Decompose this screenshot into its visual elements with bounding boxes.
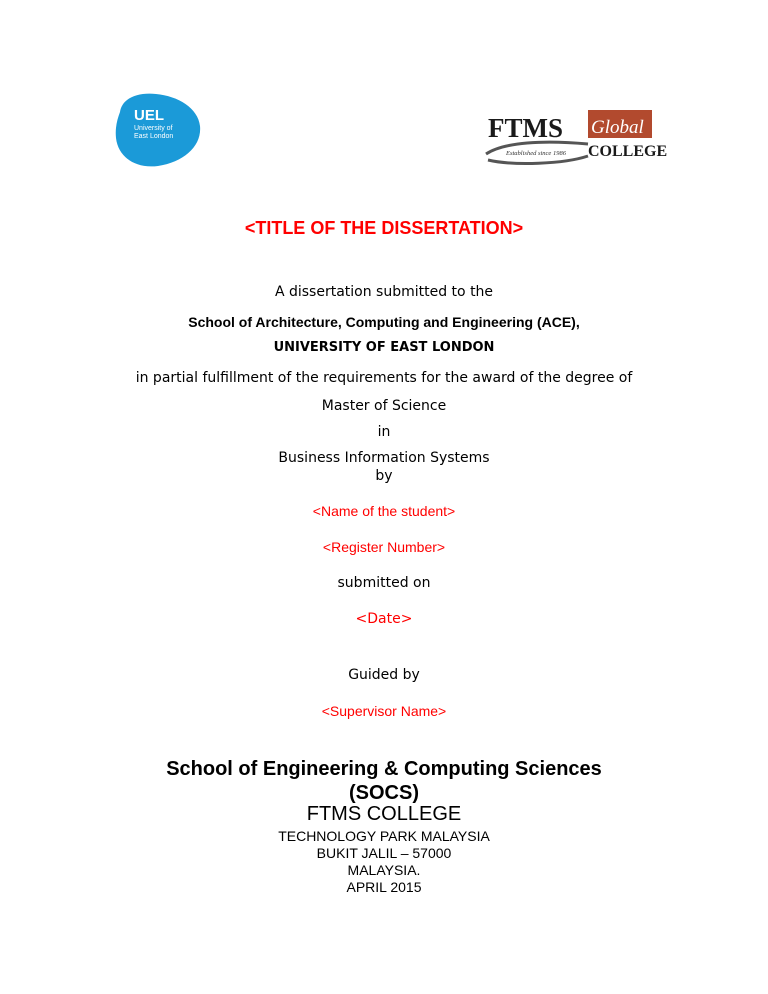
degree-name: Master of Science [321,398,447,414]
ftms-logo-established: Established since 1986 [506,150,566,157]
ftms-logo-college: COLLEGE [588,143,668,160]
ftms-logo-global: Global [591,117,644,138]
ftms-logo [484,110,668,166]
school-name: School of Architecture, Computing and Engineering (ACE), [188,314,580,330]
submitted-on-text: submitted on [337,575,431,591]
footer-college-name: FTMS COLLEGE [306,803,462,825]
footer-school-name: School of Engineering & Computing Sciences [166,758,602,780]
uel-logo-shape [112,90,204,172]
intro-text: A dissertation submitted to the [274,284,494,300]
date-placeholder: <Date> [355,611,413,627]
guided-by-text: Guided by [348,667,420,683]
footer-date: APRIL 2015 [346,879,422,895]
uel-logo-subtext-2: East London [134,133,174,140]
ftms-logo-main: FTMS [488,113,564,143]
uel-logo-text: UEL [134,107,164,124]
partial-fulfillment-text: in partial fulfillment of the requirements for the award of the degree of [135,370,633,386]
dissertation-title: <TITLE OF THE DISSERTATION> [244,218,524,238]
footer-school-abbrev: (SOCS) [349,782,419,804]
uel-logo [112,90,204,172]
footer-address-line-2: BUKIT JALIL – 57000 [316,845,452,861]
footer-address-line-1: TECHNOLOGY PARK MALAYSIA [278,828,490,844]
university-name: UNIVERSITY OF EAST LONDON [273,340,495,355]
in-text: in [377,424,391,440]
student-name-placeholder: <Name of the student> [312,503,456,519]
ftms-logo-shape [484,110,668,166]
footer-address-line-3: MALAYSIA. [347,862,421,878]
uel-logo-subtext-1: University of [134,125,173,132]
by-text: by [375,468,393,484]
program-name: Business Information Systems [278,450,490,466]
register-number-placeholder: <Register Number> [322,539,446,555]
supervisor-name-placeholder: <Supervisor Name> [321,703,447,719]
